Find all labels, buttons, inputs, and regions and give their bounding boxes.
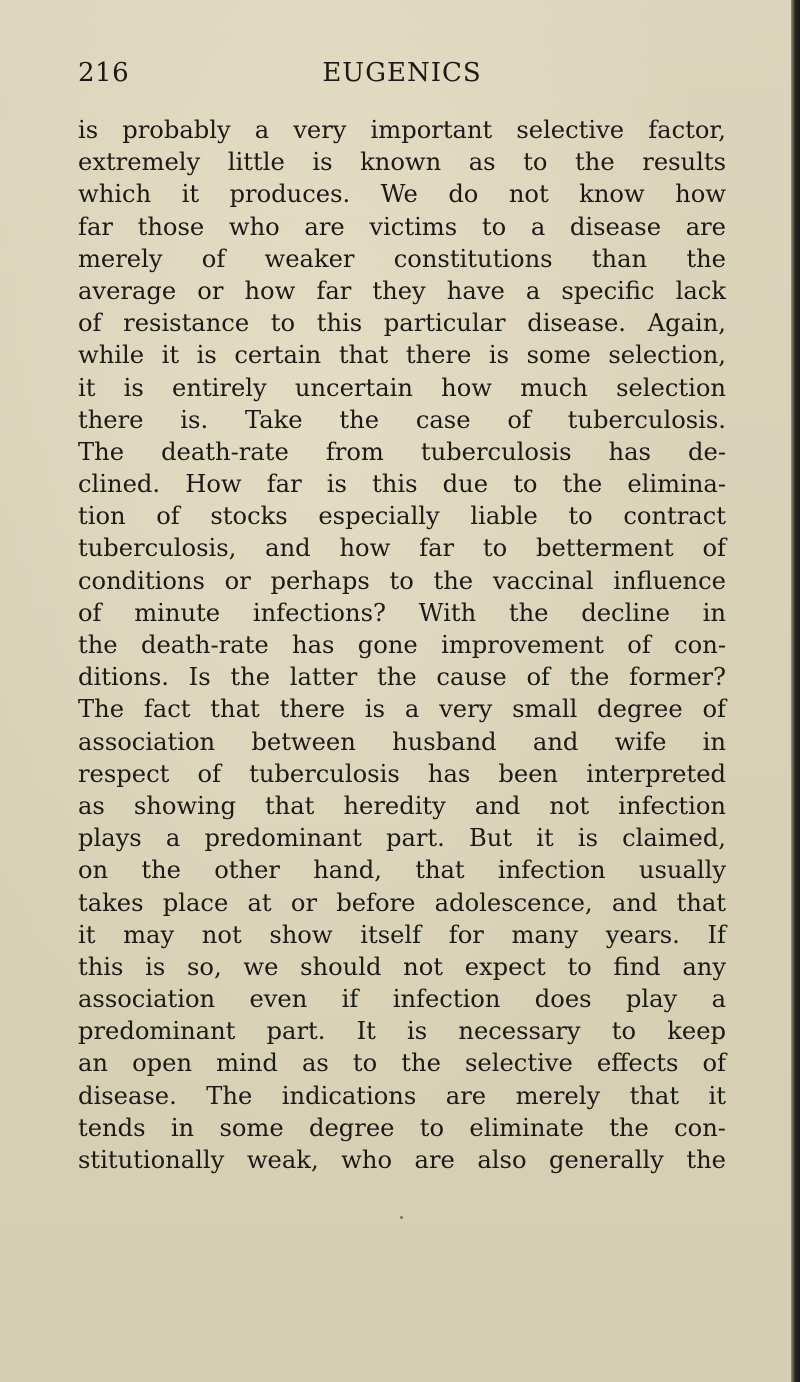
- text-line: as showing that heredity and not infection: [78, 791, 726, 820]
- page-number: 216: [78, 58, 130, 88]
- text-line: tends in some degree to eliminate the con-: [78, 1113, 726, 1142]
- text-line: it may not show itself for many years. If: [78, 920, 726, 949]
- text-line: The death-rate from tuberculosis has de-: [78, 437, 726, 466]
- paper-speck: [400, 1216, 403, 1219]
- text-line: ditions. Is the latter the cause of the former?: [78, 663, 726, 692]
- text-line: on the other hand, that infection usually: [78, 856, 726, 885]
- text-line: average or how far they have a specific lack: [78, 276, 726, 305]
- text-line: predominant part. It is necessary to keep: [78, 1017, 726, 1046]
- text-line: takes place at or before adolescence, and that: [78, 888, 726, 917]
- text-line: this is so, we should not expect to find any: [78, 952, 726, 981]
- text-line: which it produces. We do not know how: [78, 180, 726, 209]
- text-line: clined. How far is this due to the elimina-: [78, 470, 726, 499]
- text-line: merely of weaker constitutions than the: [78, 244, 726, 273]
- text-line: of resistance to this particular disease. Again,: [78, 309, 726, 338]
- text-line: there is. Take the case of tuberculosis.: [78, 405, 726, 434]
- text-line: respect of tuberculosis has been interpreted: [78, 759, 726, 788]
- text-line: association between husband and wife in: [78, 727, 726, 756]
- text-line: far those who are victims to a disease are: [78, 212, 726, 241]
- text-line: association even if infection does play a: [78, 985, 726, 1014]
- text-line: tuberculosis, and how far to betterment of: [78, 534, 726, 563]
- text-line: is probably a very important selective factor,: [78, 116, 726, 144]
- text-line: the death-rate has gone improvement of con-: [78, 631, 726, 659]
- book-spine-edge: [791, 0, 800, 1382]
- text-line: The fact that there is a very small degree of: [78, 695, 726, 724]
- text-line: plays a predominant part. But it is claimed,: [78, 824, 726, 853]
- text-line: it is entirely uncertain how much selection: [78, 373, 726, 402]
- text-line: of minute infections? With the decline in: [78, 598, 726, 627]
- running-title: EUGENICS: [322, 58, 482, 88]
- text-line: while it is certain that there is some selection,: [78, 341, 726, 370]
- page-header: [78, 58, 726, 98]
- text-line: an open mind as to the selective effects of: [78, 1049, 726, 1078]
- text-line: stitutionally weak, who are also generally the: [78, 1146, 726, 1174]
- text-line: disease. The indications are merely that it: [78, 1081, 726, 1110]
- text-line: extremely little is known as to the results: [78, 148, 726, 177]
- text-line: conditions or perhaps to the vaccinal influence: [78, 566, 726, 595]
- text-line: tion of stocks especially liable to contract: [78, 502, 726, 531]
- body-text: [78, 114, 726, 1176]
